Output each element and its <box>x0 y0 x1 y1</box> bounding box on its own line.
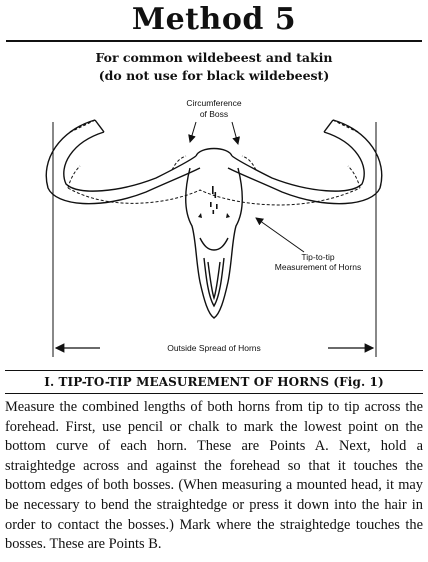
title-rule <box>6 40 422 42</box>
page-title: Method 5 <box>131 2 297 37</box>
boss-pointer-left <box>190 122 196 142</box>
boss-label-line-1: Circumference <box>186 98 242 108</box>
boss-top <box>196 149 232 157</box>
boss-pointer-right <box>232 122 238 144</box>
tip-label-line-2: Measurement of Horns <box>274 262 362 272</box>
subtitle-line-2: (do not use for black wildebeest) <box>98 68 330 83</box>
right-horn <box>228 120 382 204</box>
left-point-a-curve <box>68 166 80 188</box>
right-point-a-curve <box>348 166 360 188</box>
left-horn <box>46 120 200 204</box>
section-heading: I. TIP-TO-TIP MEASUREMENT OF HORNS (Fig. 1) <box>5 370 423 394</box>
boss-label-line-2: of Boss <box>199 109 229 119</box>
spread-label: Outside Spread of Horns <box>167 343 261 353</box>
skull <box>186 168 243 318</box>
horn-measurement-diagram <box>0 92 428 364</box>
tip-label-line-1: Tip-to-tip <box>301 252 335 262</box>
instruction-paragraph: Measure the combined lengths of both horns from tip to tip across the forehead. First, use pencil or chalk to mark the lowest point on the bottom curve of each horn. These are Points A. Next, hold a straightedge across and against the forehead so that it touches the bottom edges of both bosses. (When measuring a mounted head, it may be necessary to bend the straightedge or press it down into the hair in order to contact the bosses.) Mark where the straightedge touches the bosses. These are Points B. <box>5 399 423 553</box>
subtitle-line-1: For common wildebeest and takin <box>95 50 333 65</box>
skull-details <box>198 186 230 218</box>
tip-pointer <box>256 218 304 252</box>
